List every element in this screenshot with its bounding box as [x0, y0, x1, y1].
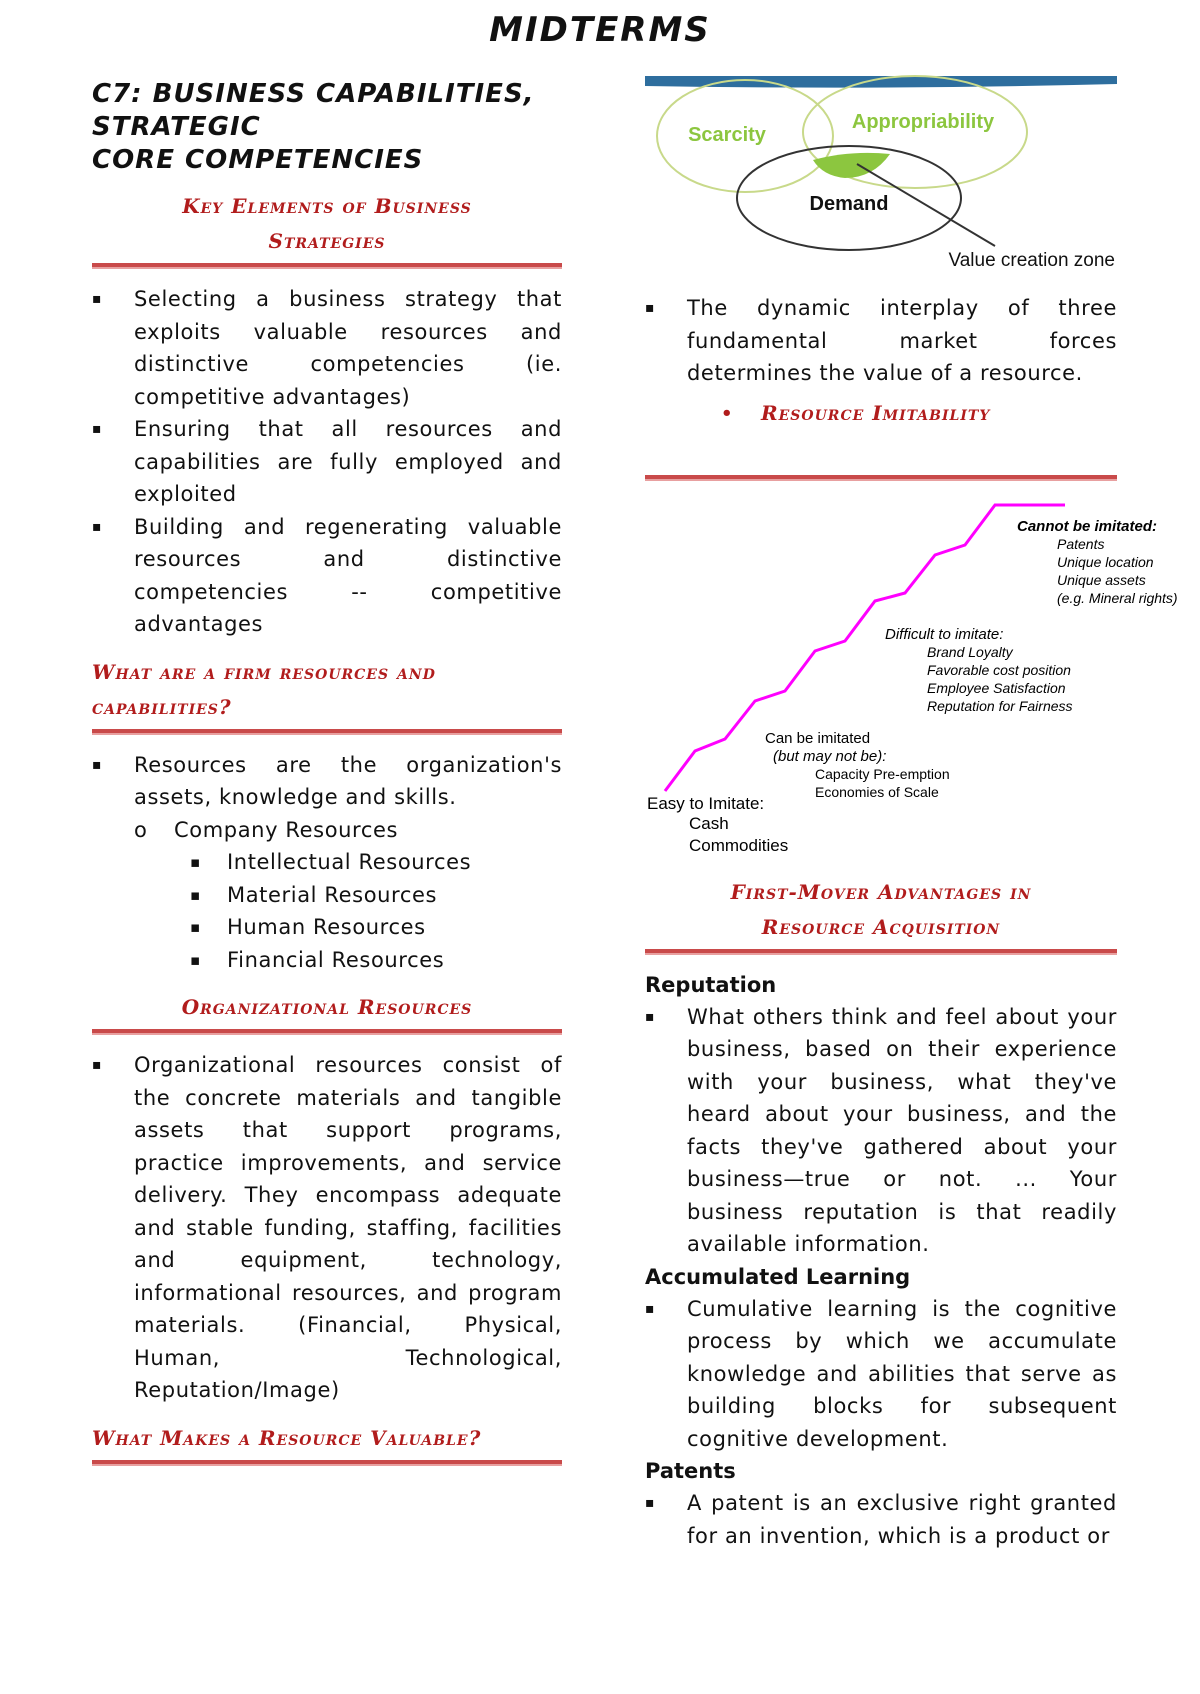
reputation-list: [645, 1001, 1117, 1261]
list-item: ▪ Organizational resources consist of the concrete materials and tangible assets that support programs, practice improvements, and service delivery. They encompass adequate and stable funding, staffing, facilities and equipment, technology, informational resources, and program materials. (Financial, Physical, Human, Technological, Reputation/Image): [92, 1049, 562, 1407]
heading-line: Strategies: [268, 229, 386, 253]
level-item: Cash: [689, 813, 729, 833]
section-heading-key-elements: [92, 189, 562, 259]
heading-text: Resource Imitability: [761, 400, 991, 425]
level-item: Unique location: [1057, 553, 1154, 570]
value-zone-fill: [813, 153, 890, 178]
heading-line: First-Mover Advantages in: [730, 879, 1032, 904]
level-item: Reputation for Fairness: [927, 697, 1073, 714]
venn-list: [645, 292, 1117, 390]
chapter-title: [92, 78, 562, 177]
scarcity-label: Scarcity: [688, 124, 766, 146]
sub-sub-list-item: ▪ Intellectual Resources: [92, 846, 562, 879]
left-column: [92, 70, 562, 1480]
demand-label: Demand: [809, 193, 889, 215]
imitability-staircase: [645, 491, 1178, 861]
page-title: MIDTERMS: [489, 10, 711, 50]
list-item: ▪ Resources are the organization's assets, knowledge and skills.: [92, 749, 562, 814]
sub-list-item: o Company Resources: [92, 814, 562, 847]
list-item: ▪ A patent is an exclusive right granted for an invention, which is a product or: [645, 1487, 1117, 1552]
right-column: [645, 74, 1178, 1552]
section-divider: [92, 1029, 562, 1035]
patents-list: [645, 1487, 1117, 1552]
term-accumulated-learning: Accumulated Learning: [645, 1264, 911, 1289]
level-item: Commodities: [689, 835, 789, 855]
chapter-line: C7: BUSINESS CAPABILITIES,: [92, 79, 535, 109]
learning-list: [645, 1293, 1117, 1456]
section-heading-organizational-resources: Organizational Resources: [181, 995, 473, 1019]
level-head: Difficult to imitate:: [885, 625, 1004, 643]
level-item: Favorable cost position: [927, 661, 1071, 678]
list-item: ▪ What others think and feel about your business, based on their experience with your business, what they've heard about your business, and the facts they've gathered about your business—true or not. ... Your business reputation is that readily available information.: [645, 1001, 1117, 1261]
level-head: Cannot be imitated:: [1017, 517, 1158, 535]
section-heading-imitability: [645, 396, 1117, 431]
section-divider: [92, 1460, 562, 1466]
venn-diagram: [645, 74, 1117, 274]
heading-line: Key Elements of Business: [182, 194, 472, 218]
heading-line: What are a firm resources and: [92, 659, 436, 684]
sub-sub-list-item: ▪ Material Resources: [92, 879, 562, 912]
heading-line: capabilities?: [92, 694, 232, 719]
key-elements-list: [92, 283, 562, 641]
bullet-dot: •: [721, 402, 734, 424]
level-head: Easy to Imitate:: [647, 793, 765, 813]
list-item: ▪ Cumulative learning is the cognitive process by which we accumulate knowledge and abilities that serve as building blocks for subsequent cognitive development.: [645, 1293, 1117, 1456]
section-divider: [645, 475, 1117, 481]
level-item: Economies of Scale: [815, 783, 939, 800]
sub-sub-list-item: ▪ Human Resources: [92, 911, 562, 944]
resources-list: [92, 749, 562, 814]
level-item: Capacity Pre-emption: [815, 765, 950, 782]
list-item: ▪ Ensuring that all resources and capabilities are fully employed and exploited: [92, 413, 562, 511]
organizational-resources-list: [92, 1049, 562, 1407]
section-heading-first-mover: [645, 875, 1117, 945]
level-item: Employee Satisfaction: [927, 679, 1066, 696]
level-item: Patents: [1057, 535, 1105, 552]
term-patents: Patents: [645, 1459, 736, 1483]
level-item: (e.g. Mineral rights): [1057, 589, 1178, 606]
level-item: Brand Loyalty: [927, 643, 1013, 660]
appropriability-label: Appropriability: [851, 111, 995, 133]
level-head: (but may not be):: [773, 747, 887, 765]
section-heading-resource-valuable: What Makes a Resource Valuable?: [92, 1425, 482, 1450]
list-item: ▪ The dynamic interplay of three fundamental market forces determines the value of a resource.: [645, 292, 1117, 390]
list-item: ▪ Selecting a business strategy that exploits valuable resources and distinctive competencies (ie. competitive advantages): [92, 283, 562, 413]
sub-sub-list-item: ▪ Financial Resources: [92, 944, 562, 977]
section-heading-firm-resources: [92, 655, 562, 725]
term-reputation: Reputation: [645, 972, 777, 997]
value-zone-label: Value creation zone: [948, 250, 1115, 271]
chapter-line: STRATEGIC: [92, 112, 261, 142]
chapter-line: CORE COMPETENCIES: [92, 145, 424, 175]
heading-line: Resource Acquisition: [761, 914, 1001, 939]
section-divider: [92, 729, 562, 735]
section-divider: [92, 263, 562, 269]
section-divider: [645, 949, 1117, 955]
level-item: Unique assets: [1057, 571, 1146, 588]
level-head: Can be imitated: [765, 729, 871, 747]
list-item: ▪ Building and regenerating valuable resources and distinctive competencies -- competitive advantages: [92, 511, 562, 641]
